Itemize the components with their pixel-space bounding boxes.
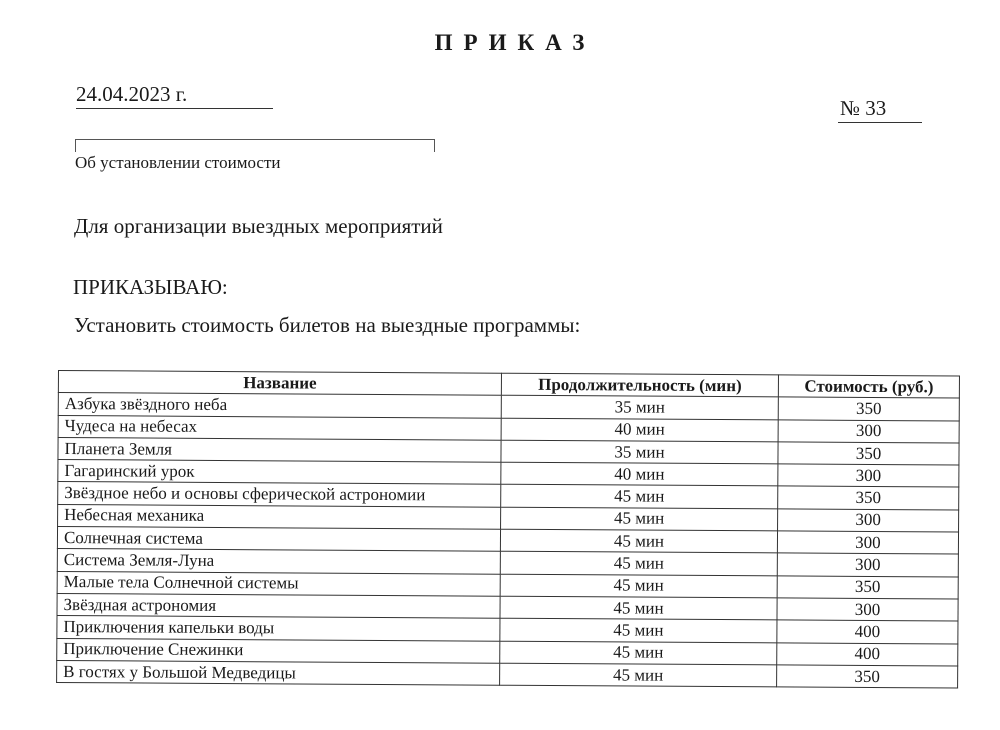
- program-price: 300: [778, 464, 959, 487]
- program-duration: 45 мин: [500, 552, 777, 576]
- program-duration: 45 мин: [500, 596, 777, 620]
- program-duration: 45 мин: [500, 529, 777, 553]
- program-price: 300: [777, 553, 958, 576]
- program-name: Планета Земля: [58, 437, 501, 462]
- header-duration: Продолжительность (мин): [501, 373, 778, 397]
- price-table: [56, 370, 960, 689]
- program-price: 400: [777, 642, 958, 665]
- program-duration: 45 мин: [501, 485, 778, 509]
- program-price: 350: [777, 665, 958, 688]
- program-price: 300: [778, 509, 959, 532]
- program-name: В гостях у Большой Медведицы: [57, 660, 500, 685]
- program-name: Система Земля-Луна: [57, 549, 500, 574]
- program-name: Приключения капельки воды: [57, 616, 500, 641]
- program-duration: 40 мин: [501, 418, 778, 442]
- program-name: Малые тела Солнечной системы: [57, 571, 500, 596]
- program-price: 300: [778, 419, 959, 442]
- document-number-value: № 33: [838, 94, 922, 123]
- program-name: Звёздная астрономия: [57, 593, 500, 618]
- document-number: [838, 94, 922, 123]
- document-purpose: Для организации выездных мероприятий: [74, 214, 443, 238]
- program-price: 400: [777, 620, 958, 643]
- order-instruction: Установить стоимость билетов на выездные программы:: [74, 313, 581, 337]
- program-duration: 35 мин: [501, 440, 778, 464]
- program-price: 350: [778, 442, 959, 465]
- program-price: 350: [778, 397, 959, 420]
- program-price: 350: [778, 486, 959, 509]
- program-duration: 45 мин: [500, 641, 777, 665]
- document-subject: Об установлении стоимости: [75, 153, 281, 172]
- program-price: 300: [777, 598, 958, 621]
- document-title: ПРИКАЗ: [434, 30, 596, 55]
- order-word: ПРИКАЗЫВАЮ:: [73, 275, 228, 299]
- program-duration: 45 мин: [500, 663, 777, 687]
- program-name: Приключение Снежинки: [57, 638, 500, 663]
- program-name: Солнечная система: [57, 527, 500, 552]
- program-price: 350: [777, 576, 958, 599]
- document-date: 24.04.2023 г.: [76, 80, 273, 109]
- program-duration: 45 мин: [500, 574, 777, 598]
- subject-bracket: [75, 139, 435, 152]
- program-name: Чудеса на небесах: [58, 415, 501, 440]
- program-duration: 45 мин: [500, 618, 777, 642]
- program-duration: 35 мин: [501, 396, 778, 420]
- header-name: Название: [58, 371, 501, 396]
- header-price: Стоимость (руб.): [778, 375, 959, 398]
- program-price: 300: [777, 531, 958, 554]
- program-duration: 45 мин: [501, 507, 778, 531]
- program-name: Азбука звёздного неба: [58, 393, 501, 418]
- program-name: Звёздное небо и основы сферической астрономии: [58, 482, 501, 507]
- program-name: Небесная механика: [58, 504, 501, 529]
- program-name: Гагаринский урок: [58, 460, 501, 485]
- table-row: [57, 660, 958, 688]
- program-duration: 40 мин: [501, 462, 778, 486]
